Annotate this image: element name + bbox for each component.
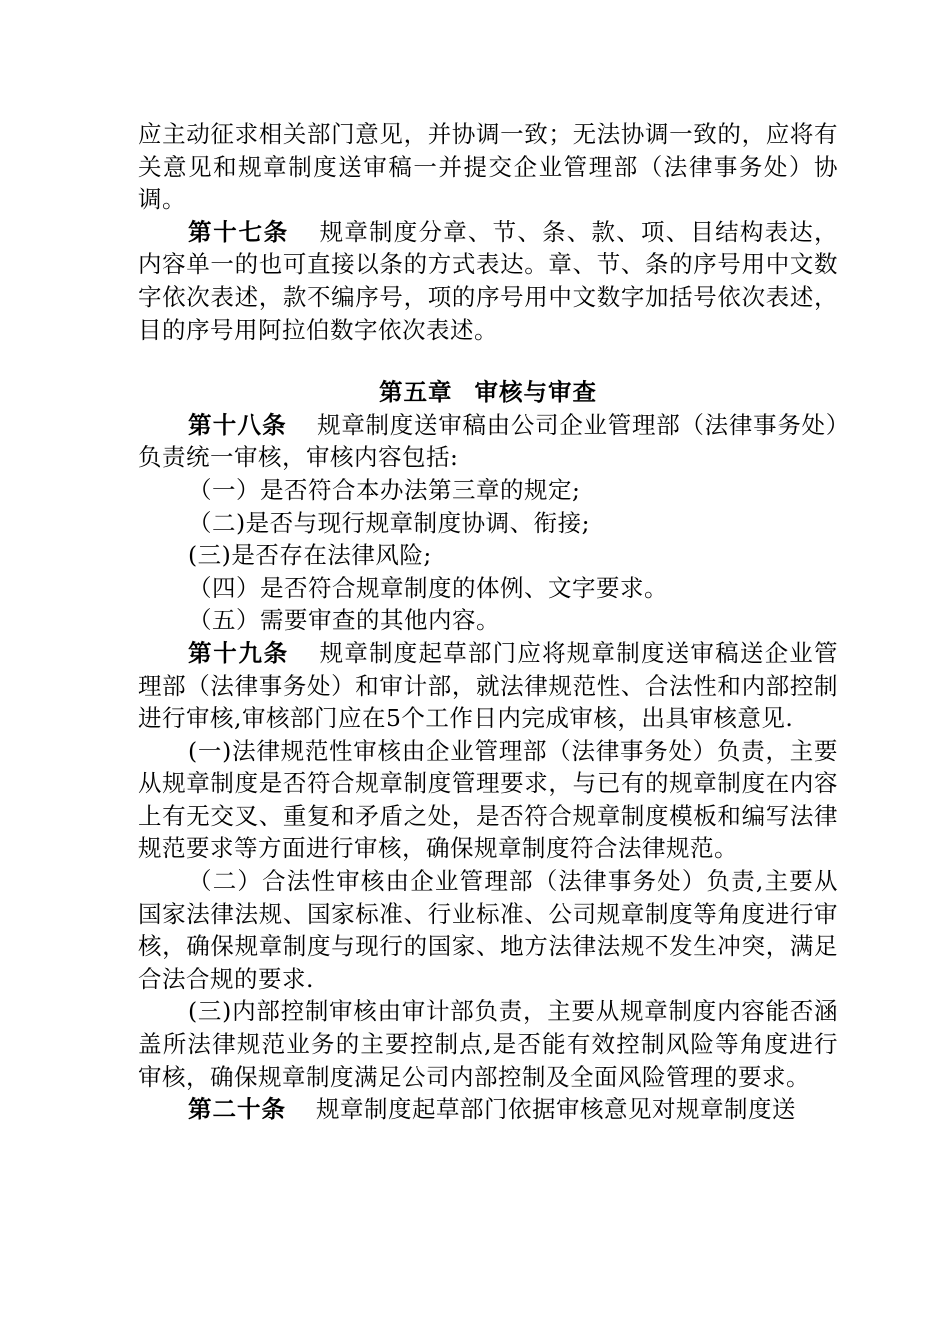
article-18-item-4: （四）是否符合规章制度的体例、文字要求。 xyxy=(188,573,668,602)
article-20-text: 规章制度起草部门依据审核意见对规章制度送 xyxy=(316,1095,796,1124)
article-18-label: 第十八条 xyxy=(188,410,287,439)
article-20-label: 第二十条 xyxy=(188,1095,286,1124)
article-18-item-5: （五）需要审查的其他内容。 xyxy=(188,606,500,635)
article-19-paragraph-3: (三)内部控制审核由审计部负责，主要从规章制度内容能否涵盖所法律规范业务的主要控制点,是否能有效控制风险等角度进行审核，确保规章制度满足公司内部控制及全面风险管理的要求。 xyxy=(138,997,838,1091)
article-18-item-1: （一）是否符合本办法第三章的规定; xyxy=(188,475,581,504)
article-18-item-3: (三)是否存在法律风险; xyxy=(188,541,432,570)
article-17-text: 规章制度分章、节、条、款、项、目结构表达，内容单一的也可直接以条的方式表达。章、节、条的序号用中文数字依次表述，款不编序号，项的序号用中文数字加括号依次表述，目的序号用阿拉伯数字依次表述。 xyxy=(138,217,839,344)
article-18-item-2: （二)是否与现行规章制度协调、衔接; xyxy=(188,508,591,537)
article-18 xyxy=(138,409,838,474)
article-17-label: 第十七条 xyxy=(188,217,289,246)
article-19-paragraph-1: (一)法律规范性审核由企业管理部（法律事务处）负责，主要从规章制度是否符合规章制度管理要求，与已有的规章制度在内容上有无交叉、重复和矛盾之处，是否符合规章制度模板和编写法律规范要求等方面进行审核，确保规章制度符合法律规范。 xyxy=(138,736,838,863)
chapter-5-title: 审核与审查 xyxy=(474,378,597,407)
article-20 xyxy=(138,1093,838,1126)
article-17 xyxy=(138,216,838,346)
document-page xyxy=(138,118,838,1126)
article-19-paragraph-2: （二）合法性审核由企业管理部（法律事务处）负责,主要从国家法律法规、国家标准、行业标准、公司规章制度等角度进行审核，确保规章制度与现行的国家、地方法律法规不发生冲突，满足合法合规的要求. xyxy=(138,867,838,993)
article-19-label: 第十九条 xyxy=(188,638,289,667)
paragraph-continuation: 应主动征求相关部门意见，并协调一致；无法协调一致的，应将有关意见和规章制度送审稿一并提交企业管理部（法律事务处）协调。 xyxy=(138,120,838,214)
chapter-5-heading xyxy=(138,376,838,409)
article-18-text: 规章制度送审稿由公司企业管理部（法律事务处）负责统一审核，审核内容包括: xyxy=(138,410,839,472)
article-19-text: 规章制度起草部门应将规章制度送审稿送企业管理部（法律事务处）和审计部，就法律规范性、合法性和内部控制进行审核,审核部门应在5个工作日内完成审核，出具审核意见. xyxy=(138,638,839,733)
article-19 xyxy=(138,637,838,735)
chapter-5-number: 第五章 xyxy=(379,378,453,407)
